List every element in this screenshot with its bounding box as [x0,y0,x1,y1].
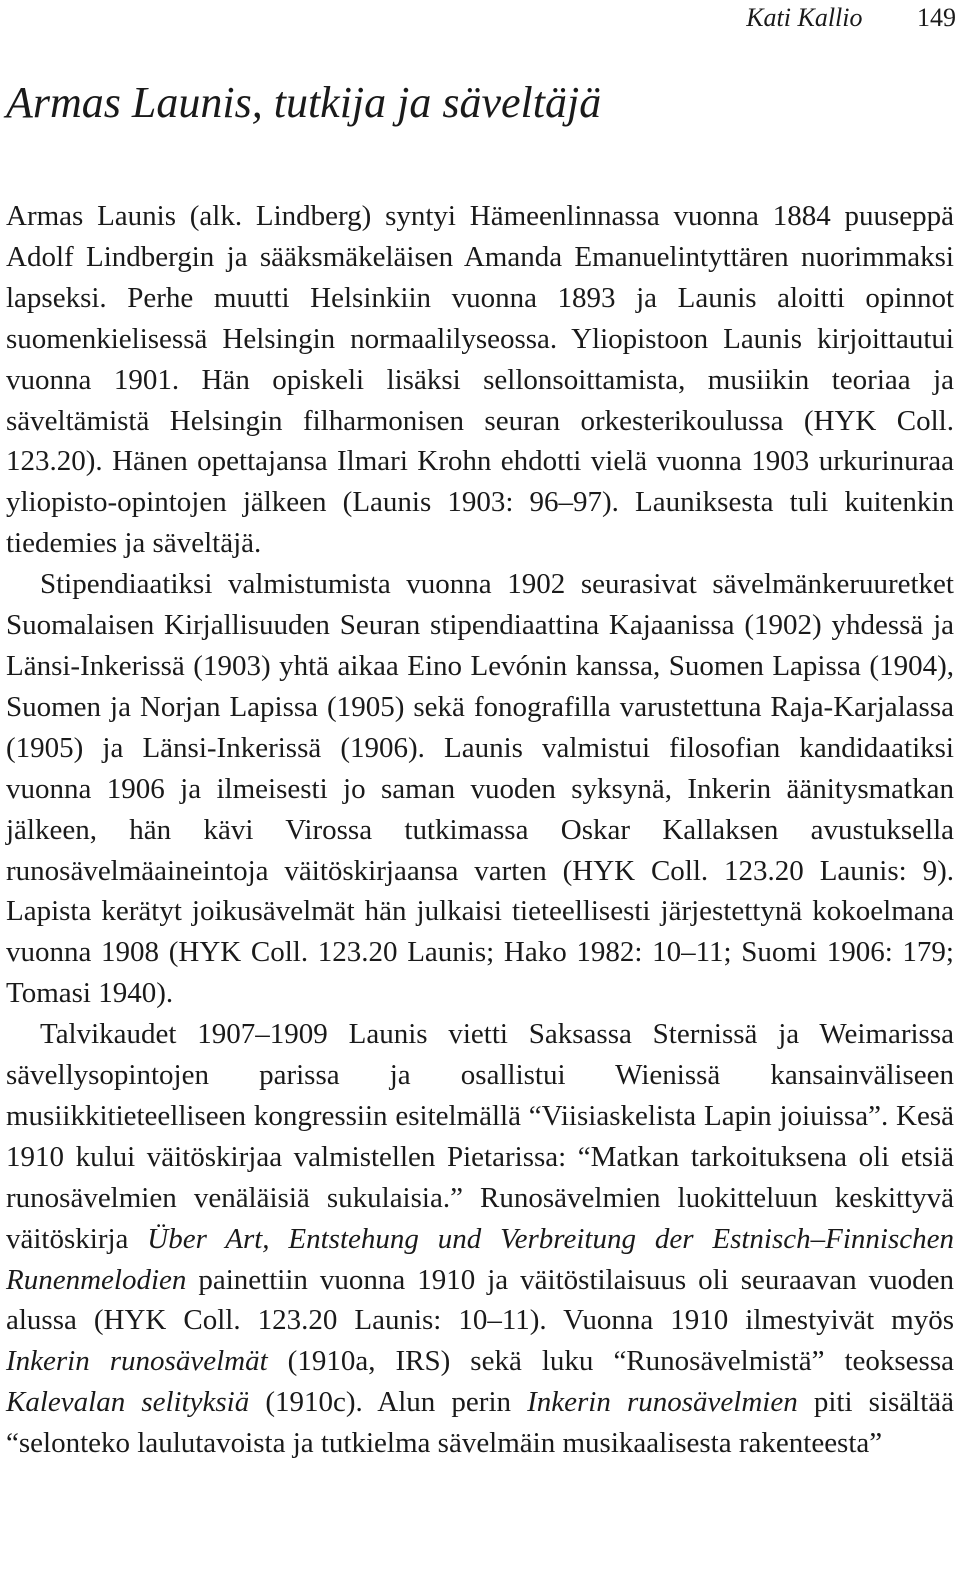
body-text [6,196,954,1464]
paragraph-3-text-4: (1910c). Alun perin [249,1386,528,1419]
paragraph-3-text-1: Talvikaudet 1907–1909 Launis vietti Saksassa Sternissä ja Weimarissa sävellysopintojen parissa ja osallistui Wienissä kansainväliseen musiikkitieteelliseen kongressiin esitelmällä “Viisiaskelista Lapin joiuissa”. Kesä 1910 kului väitöskirjaa valmistellen Pietarissa: “Matkan tarkoituksena oli etsiä runosävelmien venäläisiä sukulaisia.” Runosävelmien luokitteluun keskittyvä väitöskirja [6,1018,954,1255]
chapter-title: Armas Launis, tutkija ja säveltäjä [6,78,602,127]
book-title-kalevalan-selityksia: Kalevalan selityksiä [6,1386,250,1419]
header-author: Kati Kallio [746,3,863,32]
book-title-inkerin-runosavelmien: Inkerin runosävelmien [527,1386,798,1419]
running-header [746,2,956,34]
paragraph-2: Stipendiaatiksi valmistumista vuonna 1902 seurasivat sävelmänkeruuretket Suomalaisen Kirjallisuuden Seuran stipendiaattina Kajaanissa (1902) yhdessä ja Länsi-Inkerissä (1903) yhtä aikaa Eino Levónin kanssa, Suomen Lapissa (1904), Suomen ja Norjan Lapissa (1905) sekä fonografilla varustettuna Raja-Karjalassa (1905) ja Länsi-Inkerissä (1906). Launis valmistui filosofian kandidaatiksi vuonna 1906 ja ilmeisesti jo saman vuoden syksynä, Inkerin äänitysmatkan jälkeen, hän kävi Virossa tutkimassa Oskar Kallaksen avustuksella runosävelmäaineintoja väitöskirjaansa varten (HYK Coll. 123.20 Launis: 9). Lapista kerätyt joikusävelmät hän julkaisi tieteellisesti järjestettynä kokoelmana vuonna 1908 (HYK Coll. 123.20 Launis; Hako 1982: 10–11; Suomi 1906: 179; Tomasi 1940). [6,568,954,1010]
paragraph-1: Armas Launis (alk. Lindberg) syntyi Hämeenlinnassa vuonna 1884 puuseppä Adolf Lindbergin ja sääksmäkeläisen Amanda Emanuelintyttären nuorimmaksi lapseksi. Perhe muutti Helsinkiin vuonna 1893 ja Launis aloitti opinnot suomenkielisessä Helsingin normaalilyseossa. Yliopistoon Launis kirjoittautui vuonna 1901. Hän opiskeli lisäksi sellonsoittamista, musiikin teoriaa ja säveltämistä Helsingin filharmonisen seuran orkesterikoulussa (HYK Coll. 123.20). Hänen opettajansa Ilmari Krohn ehdotti vielä vuonna 1903 urkurinuraa yliopisto-opintojen jälkeen (Launis 1903: 96–97). Launiksesta tuli kuitenkin tiedemies ja säveltäjä. [6,200,954,560]
paragraph-3-text-2: painettiin vuonna 1910 ja väitöstilaisuus oli seuraavan vuoden alussa (HYK Coll. 123.20 Launis: 10–11). Vuonna 1910 ilmestyivät myös [6,1263,954,1337]
page-number: 149 [917,3,956,32]
paragraph-3-text-5: piti sisältää “selonteko laulutavoista ja tutkielma sävelmäin musikaalisesta rakenteesta” [6,1386,954,1460]
dissertation-title: Über Art, Entstehung und Verbreitung der Estnisch–Finnischen Runenmelodien [6,1222,954,1296]
paragraph-3-text-3: (1910a, IRS) sekä luku “Runosävelmistä” teoksessa [267,1345,954,1378]
book-title-inkerin-runosavelmat: Inkerin runosävelmät [6,1345,268,1378]
paragraph-3 [6,1014,954,1464]
